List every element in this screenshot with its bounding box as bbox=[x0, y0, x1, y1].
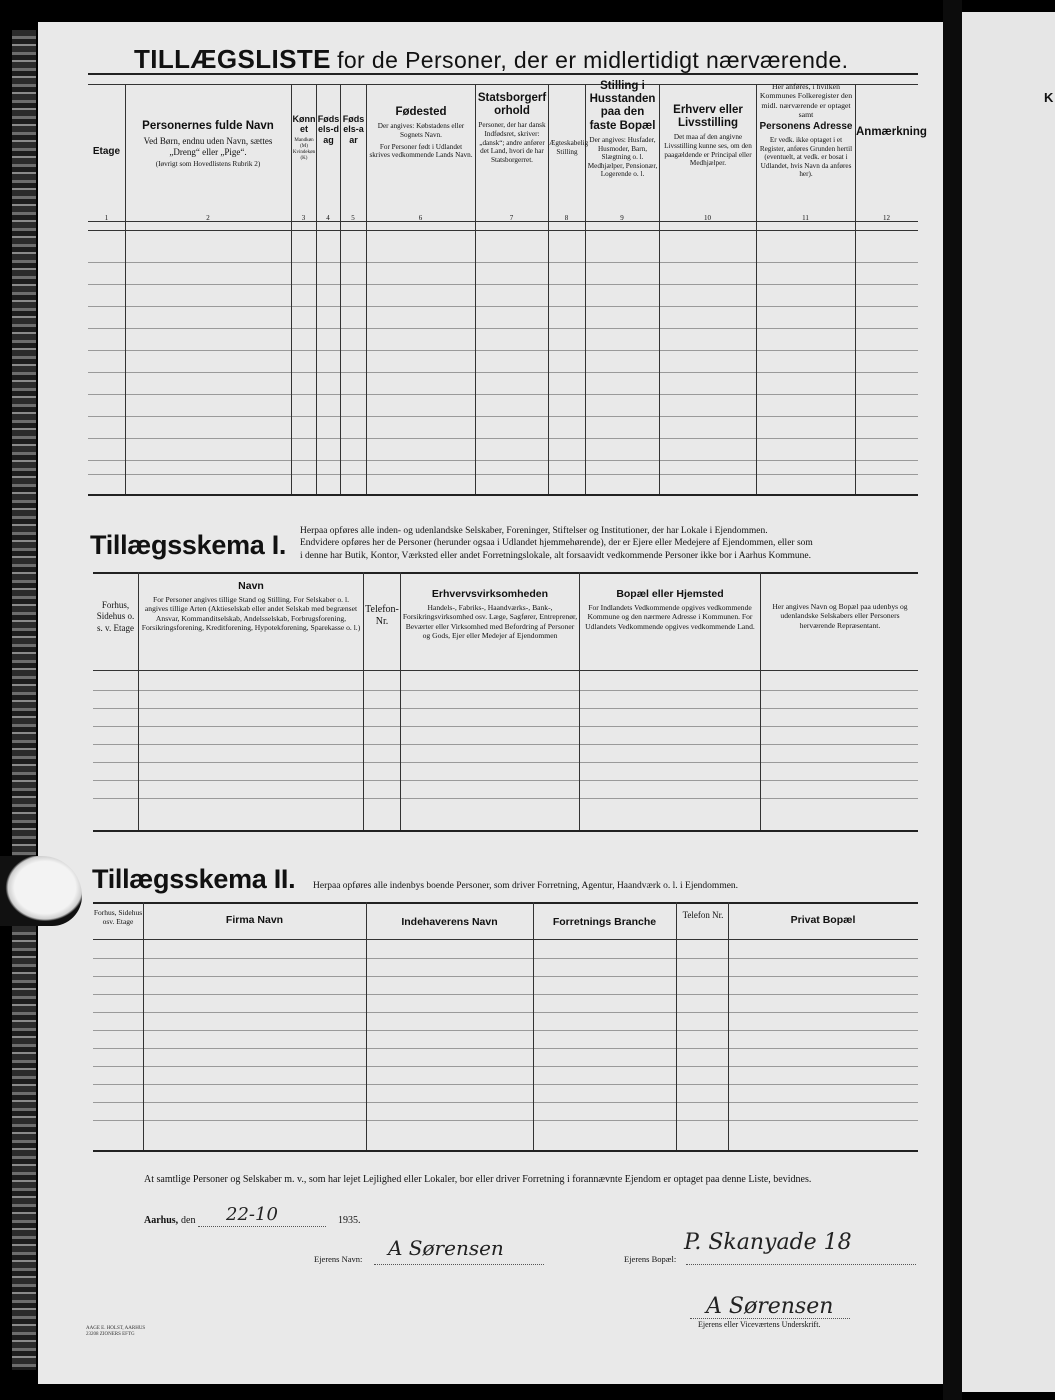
owner-address-label: Ejerens Bopæl: bbox=[624, 1254, 677, 1264]
skema2-col-divider bbox=[533, 902, 534, 1150]
skema1-description: Herpaa opføres alle inden- og udenlandske Selskaber, Foreninger, Stiftelser og Institutioner, der har Lokale i Ejendommen. Endvidere opføres her de Personer (herunder ogsaa i Udlandet hjemmehørende), der er Ejere eller Medejere af Ejendommen, eller som i denne har Butik, Kontor, Værksted eller andet Forretningslokale, alt forsaavidt vedkommende Personer ikke bor i Aarhus Kommune. bbox=[300, 526, 813, 561]
col-number: 6 bbox=[418, 214, 423, 222]
skema2-row-line bbox=[93, 1102, 918, 1103]
skema2-header-owner: Indehaverens Navn bbox=[401, 916, 498, 928]
book-binding bbox=[12, 30, 36, 1370]
list-col-divider bbox=[340, 84, 341, 494]
owner-address-handwritten: P. Skanyade 18 bbox=[684, 1230, 852, 1255]
owner-name-label: Ejerens Navn: bbox=[314, 1254, 363, 1264]
attestation-text: At samtlige Personer og Selskaber m. v., som har lejet Lejlighed eller Lokaler, bor eller driver Forretning i forannævnte Ejendom er optaget paa denne Liste, bevidnes. bbox=[144, 1174, 812, 1185]
skema2-col-divider bbox=[676, 902, 677, 1150]
col-number: 7 bbox=[509, 214, 514, 222]
date-handwritten: 22-10 bbox=[226, 1204, 278, 1225]
skema1-col-divider bbox=[400, 572, 401, 830]
facing-page-fragment: K bbox=[1044, 90, 1054, 105]
col-number: 11 bbox=[802, 214, 809, 222]
col-number: 2 bbox=[206, 214, 210, 222]
col-number: 9 bbox=[620, 214, 624, 222]
skema2-header-etage: Forhus, Sidehus osv. Etage bbox=[93, 908, 143, 926]
skema2-header-private-address: Privat Bopæl bbox=[790, 914, 856, 926]
facing-page bbox=[962, 12, 1055, 1392]
printer-imprint: AAGE E. HOLST, AARHUS 23208 ZIONERS EFTG bbox=[86, 1326, 146, 1337]
skema2-col-divider bbox=[143, 902, 144, 1150]
signature-line bbox=[690, 1318, 850, 1319]
page-gutter bbox=[943, 0, 962, 1400]
list-col-divider bbox=[316, 84, 317, 494]
col-header-marital: Ægteskabelig Stilling bbox=[549, 139, 589, 156]
skema2-row-line bbox=[93, 1012, 918, 1013]
skema1-bottom-rule bbox=[93, 830, 918, 832]
skema1-header-representative: Her angives Navn og Bopæl paa udenbys og udenlandske Selskabers eller Personers herværende Repræsentant. bbox=[772, 602, 908, 630]
col-header-sex: Kønnet Mandkøn (M) Kvindekøn (K) bbox=[292, 114, 316, 161]
col-header-birthday: Fødsels-dag bbox=[317, 114, 340, 145]
skema1-header-etage: Forhus, Sidehus o. s. v. Etage bbox=[96, 600, 135, 633]
skema2-row-line bbox=[93, 976, 918, 977]
owner-name-line bbox=[374, 1264, 544, 1265]
list-bottom-rule bbox=[88, 494, 918, 496]
list-row-line bbox=[88, 460, 918, 461]
skema1-header-name: Navn For Personer angives tillige Stand og Stilling. For Selskaber o. l. angives tillige Arten (Aktieselskab eller andet Selskab med begrænset Ansvar, Kommanditselskab, Andelsselskab, Forbrugsforening, Forsikringsforening, Kreditforening, Hypotekforening, Sparekasse o. l.) bbox=[141, 580, 361, 633]
skema1-header-business: Erhvervsvirksomheden Handels-, Fabriks-, Haandværks-, Bank-, Forsikringsvirksomhed osv. Læge, Sagfører, Entreprenør, Beværter eller Virksomhed med Befordring af Personer og Gods, Ejer eller Medejer af Ejendommen bbox=[402, 588, 578, 641]
skema1-row-line bbox=[93, 744, 918, 745]
list-col-divider bbox=[125, 84, 126, 494]
year-label: 1935. bbox=[338, 1215, 361, 1226]
col-header-birthyear: Fødsels-aar bbox=[342, 114, 365, 145]
col-header-citizenship: Statsborgerforhold Personer, der har dansk Indfødsret, skriver: „dansk“; andre anfører det Land, hvori de har Statsborgerret. bbox=[477, 92, 547, 164]
list-col-divider bbox=[475, 84, 476, 494]
owner-address-line bbox=[686, 1264, 916, 1265]
title-rest: for de Personer, der er midlertidigt nærværende. bbox=[337, 47, 849, 73]
list-col-divider bbox=[659, 84, 660, 494]
skema1-row-line bbox=[93, 726, 918, 727]
skema2-col-divider bbox=[728, 902, 729, 1150]
skema1-row-line bbox=[93, 690, 918, 691]
skema2-header-firm: Firma Navn bbox=[225, 914, 284, 926]
skema2-row-line bbox=[93, 1120, 918, 1121]
skema1-row-line bbox=[93, 708, 918, 709]
list-row-line bbox=[88, 262, 918, 263]
skema1-header-residence: Bopæl eller Hjemsted For Indlandets Vedkommende opgives vedkommende Kommune og den nærmere Adresse i Kommunen. For Udlandets Vedkommende opgives vedkommende Land. bbox=[585, 588, 755, 631]
list-row-line bbox=[88, 328, 918, 329]
list-top-rule bbox=[88, 73, 918, 75]
title-bold: TILLÆGSLISTE bbox=[134, 44, 331, 74]
col-number: 4 bbox=[326, 214, 330, 222]
skema2-top-rule bbox=[93, 902, 918, 904]
skema2-col-divider bbox=[366, 902, 367, 1150]
list-row-line bbox=[88, 350, 918, 351]
skema2-row-line bbox=[93, 1048, 918, 1049]
list-row-line bbox=[88, 474, 918, 475]
city-label: Aarhus, bbox=[144, 1215, 179, 1226]
thumb-holding-page bbox=[0, 856, 82, 926]
col-header-address: Her anføres, i hvilken Kommunes Folkeregister den midl. nærværende er optaget samt Personens Adresse Er vedk. ikke optaget i et Register, anføres Grunden hertil (eventuelt, at vedk. er bosat i Udlandet, hvis Navn da anføres her). bbox=[759, 82, 853, 179]
col-number: 5 bbox=[351, 214, 355, 222]
col-number: 10 bbox=[704, 214, 711, 222]
skema2-description: Herpaa opføres alle indenbys boende Personer, som driver Forretning, Agentur, Haandværk o. l. i Ejendommen. bbox=[313, 881, 739, 891]
owner-name-handwritten: A Sørensen bbox=[388, 1236, 504, 1260]
skema1-col-divider bbox=[138, 572, 139, 830]
skema2-row-line bbox=[93, 1084, 918, 1085]
skema2-row-line bbox=[93, 958, 918, 959]
skema1-row-line bbox=[93, 762, 918, 763]
page-title bbox=[134, 44, 848, 75]
form-page bbox=[38, 22, 943, 1384]
skema2-title: Tillægsskema II. bbox=[92, 864, 296, 894]
list-col-divider bbox=[855, 84, 856, 494]
skema1-col-divider bbox=[579, 572, 580, 830]
skema1-title: Tillægsskema I. bbox=[90, 530, 287, 560]
col-header-household: Stilling i Husstanden paa den faste Bopæl Der angives: Husfader, Husmoder, Barn, Slægtning o. l. Medhjælper, Pensionær, Logerende o. l. bbox=[587, 80, 658, 179]
col-number: 12 bbox=[883, 214, 890, 222]
list-row-line bbox=[88, 306, 918, 307]
date-prefix: den bbox=[181, 1215, 196, 1226]
list-col-divider bbox=[366, 84, 367, 494]
list-row-line bbox=[88, 438, 918, 439]
list-row-line bbox=[88, 394, 918, 395]
signature-handwritten: A Sørensen bbox=[706, 1294, 834, 1319]
skema1-row-line bbox=[93, 798, 918, 799]
col-number: 1 bbox=[104, 214, 109, 222]
skema1-col-divider bbox=[760, 572, 761, 830]
skema2-row-line bbox=[93, 994, 918, 995]
list-row-line bbox=[88, 416, 918, 417]
col-number: 3 bbox=[301, 214, 306, 222]
col-header-etage: Etage bbox=[92, 146, 121, 157]
skema2-row-line bbox=[93, 1066, 918, 1067]
skema2-header-phone: Telefon Nr. bbox=[682, 910, 724, 920]
col-number: 8 bbox=[564, 214, 569, 222]
skema2-header-bottom bbox=[93, 939, 918, 940]
date-line bbox=[198, 1226, 326, 1227]
skema2-header-branch: Forretnings Branche bbox=[552, 916, 657, 928]
list-row-line bbox=[88, 372, 918, 373]
skema2-row-line bbox=[93, 1030, 918, 1031]
col-header-name: Personernes fulde Navn Ved Børn, endnu uden Navn, sættes „Dreng“ eller „Pige“. (Iøvrigt som Hovedlistens Rubrik 2) bbox=[142, 120, 274, 168]
col-header-occupation: Erhverv eller Livsstilling Det maa af den angivne Livsstilling kunne ses, om den paagældende er Principal eller Medhjælper. bbox=[664, 104, 752, 168]
skema1-header-bottom bbox=[93, 670, 918, 671]
col-header-remarks: Anmærkning bbox=[856, 126, 927, 138]
signature-label: Ejerens eller Viceværtens Underskrift. bbox=[698, 1320, 821, 1329]
list-body-top bbox=[88, 230, 918, 231]
skema1-top-rule bbox=[93, 572, 918, 574]
skema1-header-phone: Telefon-Nr. bbox=[365, 604, 399, 627]
list-row-line bbox=[88, 284, 918, 285]
skema2-bottom-rule bbox=[93, 1150, 918, 1152]
skema1-row-line bbox=[93, 780, 918, 781]
col-header-birthplace: Fødested Der angives: Købstadens eller Sognets Navn. For Personer født i Udlandet skrives vedkommende Lands Navn. bbox=[369, 106, 473, 160]
